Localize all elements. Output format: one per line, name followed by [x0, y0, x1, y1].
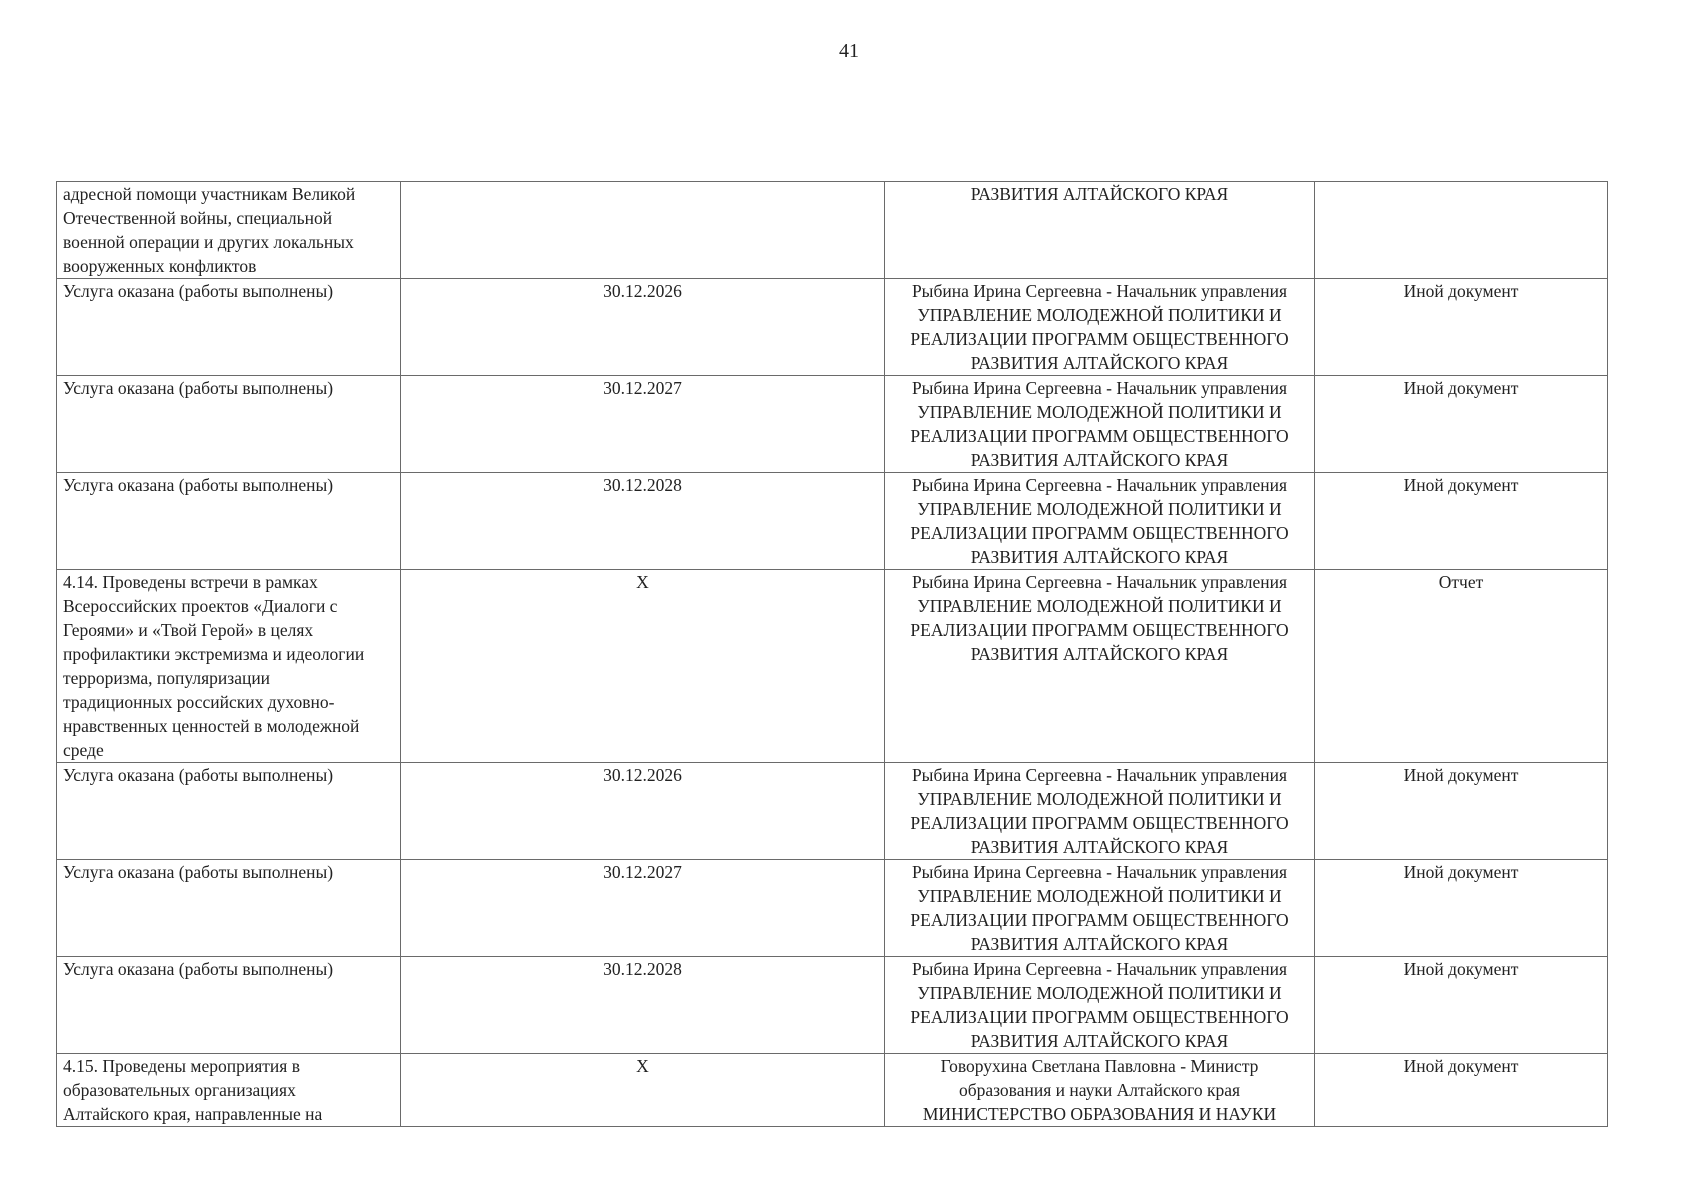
- document-type-line: Иной документ: [1403, 765, 1519, 785]
- document-type-cell: [1315, 376, 1608, 473]
- responsible-line: РЕАЛИЗАЦИИ ПРОГРАММ ОБЩЕСТВЕННОГО: [910, 329, 1289, 349]
- description-cell: [57, 1054, 401, 1127]
- responsible-line: РАЗВИТИЯ АЛТАЙСКОГО КРАЯ: [970, 644, 1229, 664]
- table-row: [57, 376, 1608, 473]
- responsible-line: РЕАЛИЗАЦИИ ПРОГРАММ ОБЩЕСТВЕННОГО: [910, 1007, 1289, 1027]
- description-line: Алтайского края, направленные на: [63, 1104, 323, 1124]
- document-type-cell: [1315, 473, 1608, 570]
- table-row: [57, 1054, 1608, 1127]
- responsible-line: РАЗВИТИЯ АЛТАЙСКОГО КРАЯ: [970, 1031, 1229, 1051]
- date-cell: [401, 957, 885, 1054]
- table-row: [57, 473, 1608, 570]
- document-type-cell: [1315, 1054, 1608, 1127]
- responsible-cell: [885, 182, 1315, 279]
- responsible-line: РЕАЛИЗАЦИИ ПРОГРАММ ОБЩЕСТВЕННОГО: [910, 910, 1289, 930]
- table-row: [57, 570, 1608, 763]
- responsible-cell: [885, 279, 1315, 376]
- document-type-line: Иной документ: [1403, 959, 1519, 979]
- responsible-line: образования и науки Алтайского края: [958, 1080, 1241, 1100]
- description-line: Всероссийских проектов «Диалоги с: [63, 596, 338, 616]
- description-cell: [57, 763, 401, 860]
- date-line: 30.12.2026: [603, 281, 682, 301]
- document-type-line: Иной документ: [1403, 862, 1519, 882]
- responsible-line: УПРАВЛЕНИЕ МОЛОДЕЖНОЙ ПОЛИТИКИ И: [917, 499, 1282, 519]
- document-type-cell: [1315, 182, 1608, 279]
- responsible-line: РЕАЛИЗАЦИИ ПРОГРАММ ОБЩЕСТВЕННОГО: [910, 620, 1289, 640]
- description-line: 4.15. Проведены мероприятия в: [63, 1056, 300, 1076]
- table-row: [57, 860, 1608, 957]
- date-cell: [401, 182, 885, 279]
- page-number: 41: [839, 40, 859, 62]
- document-type-cell: [1315, 957, 1608, 1054]
- description-line: Услуга оказана (работы выполнены): [63, 765, 334, 785]
- responsible-line: УПРАВЛЕНИЕ МОЛОДЕЖНОЙ ПОЛИТИКИ И: [917, 886, 1282, 906]
- date-line: 30.12.2027: [603, 862, 682, 882]
- document-table: [56, 181, 1608, 1127]
- date-cell: [401, 473, 885, 570]
- document-type-line: Отчет: [1438, 572, 1484, 592]
- description-line: Услуга оказана (работы выполнены): [63, 378, 334, 398]
- table-body: [57, 182, 1608, 1127]
- date-line: 30.12.2026: [603, 765, 682, 785]
- date-line: 30.12.2027: [603, 378, 682, 398]
- responsible-cell: [885, 1054, 1315, 1127]
- description-line: Услуга оказана (работы выполнены): [63, 281, 334, 301]
- date-cell: [401, 376, 885, 473]
- table-row: [57, 763, 1608, 860]
- table-row: [57, 279, 1608, 376]
- description-line: Услуга оказана (работы выполнены): [63, 475, 334, 495]
- description-cell: [57, 182, 401, 279]
- responsible-line: УПРАВЛЕНИЕ МОЛОДЕЖНОЙ ПОЛИТИКИ И: [917, 305, 1282, 325]
- description-line: нравственных ценностей в молодежной: [63, 716, 360, 736]
- description-line: 4.14. Проведены встречи в рамках: [63, 572, 318, 592]
- responsible-line: УПРАВЛЕНИЕ МОЛОДЕЖНОЙ ПОЛИТИКИ И: [917, 596, 1282, 616]
- date-cell: [401, 279, 885, 376]
- responsible-line: РАЗВИТИЯ АЛТАЙСКОГО КРАЯ: [970, 547, 1229, 567]
- responsible-line: РЕАЛИЗАЦИИ ПРОГРАММ ОБЩЕСТВЕННОГО: [910, 426, 1289, 446]
- document-type-cell: [1315, 279, 1608, 376]
- description-cell: [57, 957, 401, 1054]
- description-line: Услуга оказана (работы выполнены): [63, 862, 334, 882]
- description-line: образовательных организациях: [63, 1080, 296, 1100]
- date-cell: [401, 763, 885, 860]
- description-line: военной операции и других локальных: [63, 232, 354, 252]
- description-cell: [57, 473, 401, 570]
- description-line: среде: [63, 740, 104, 760]
- document-type-line: Иной документ: [1403, 1056, 1519, 1076]
- responsible-line: Рыбина Ирина Сергеевна - Начальник управления: [911, 281, 1288, 301]
- description-line: терроризма, популяризации: [63, 668, 271, 688]
- document-type-cell: [1315, 763, 1608, 860]
- document-type-cell: [1315, 860, 1608, 957]
- description-cell: [57, 860, 401, 957]
- description-line: Услуга оказана (работы выполнены): [63, 959, 334, 979]
- description-line: адресной помощи участникам Великой: [63, 184, 356, 204]
- responsible-cell: [885, 860, 1315, 957]
- description-line: традиционных российских духовно-: [63, 692, 335, 712]
- document-type-line: Иной документ: [1403, 281, 1519, 301]
- responsible-line: Рыбина Ирина Сергеевна - Начальник управления: [911, 862, 1288, 882]
- responsible-line: РАЗВИТИЯ АЛТАЙСКОГО КРАЯ: [970, 353, 1229, 373]
- responsible-cell: [885, 957, 1315, 1054]
- description-cell: [57, 279, 401, 376]
- date-line: 30.12.2028: [603, 959, 682, 979]
- responsible-line: Рыбина Ирина Сергеевна - Начальник управления: [911, 475, 1288, 495]
- description-cell: [57, 376, 401, 473]
- table-row: [57, 182, 1608, 279]
- responsible-line: РАЗВИТИЯ АЛТАЙСКОГО КРАЯ: [970, 934, 1229, 954]
- responsible-line: РЕАЛИЗАЦИИ ПРОГРАММ ОБЩЕСТВЕННОГО: [910, 523, 1289, 543]
- responsible-line: Говорухина Светлана Павловна - Министр: [940, 1056, 1259, 1076]
- responsible-line: УПРАВЛЕНИЕ МОЛОДЕЖНОЙ ПОЛИТИКИ И: [917, 983, 1282, 1003]
- description-line: Героями» и «Твой Герой» в целях: [63, 620, 314, 640]
- document-type-line: Иной документ: [1403, 378, 1519, 398]
- responsible-line: МИНИСТЕРСТВО ОБРАЗОВАНИЯ И НАУКИ: [922, 1104, 1277, 1124]
- responsible-line: РАЗВИТИЯ АЛТАЙСКОГО КРАЯ: [970, 184, 1229, 204]
- document-type-line: Иной документ: [1403, 475, 1519, 495]
- responsible-cell: [885, 473, 1315, 570]
- table-row: [57, 957, 1608, 1054]
- responsible-line: РЕАЛИЗАЦИИ ПРОГРАММ ОБЩЕСТВЕННОГО: [910, 813, 1289, 833]
- responsible-line: Рыбина Ирина Сергеевна - Начальник управления: [911, 959, 1288, 979]
- responsible-line: УПРАВЛЕНИЕ МОЛОДЕЖНОЙ ПОЛИТИКИ И: [917, 789, 1282, 809]
- responsible-line: РАЗВИТИЯ АЛТАЙСКОГО КРАЯ: [970, 450, 1229, 470]
- date-cell: [401, 570, 885, 763]
- responsible-line: РАЗВИТИЯ АЛТАЙСКОГО КРАЯ: [970, 837, 1229, 857]
- date-line: X: [636, 572, 649, 592]
- description-line: Отечественной войны, специальной: [63, 208, 333, 228]
- document-type-cell: [1315, 570, 1608, 763]
- responsible-line: Рыбина Ирина Сергеевна - Начальник управления: [911, 572, 1288, 592]
- description-line: профилактики экстремизма и идеологии: [63, 644, 365, 664]
- responsible-line: Рыбина Ирина Сергеевна - Начальник управления: [911, 378, 1288, 398]
- date-cell: [401, 1054, 885, 1127]
- description-line: вооруженных конфликтов: [63, 256, 257, 276]
- responsible-cell: [885, 763, 1315, 860]
- date-line: 30.12.2028: [603, 475, 682, 495]
- description-cell: [57, 570, 401, 763]
- responsible-cell: [885, 570, 1315, 763]
- responsible-cell: [885, 376, 1315, 473]
- date-cell: [401, 860, 885, 957]
- responsible-line: УПРАВЛЕНИЕ МОЛОДЕЖНОЙ ПОЛИТИКИ И: [917, 402, 1282, 422]
- date-line: X: [636, 1056, 649, 1076]
- responsible-line: Рыбина Ирина Сергеевна - Начальник управления: [911, 765, 1288, 785]
